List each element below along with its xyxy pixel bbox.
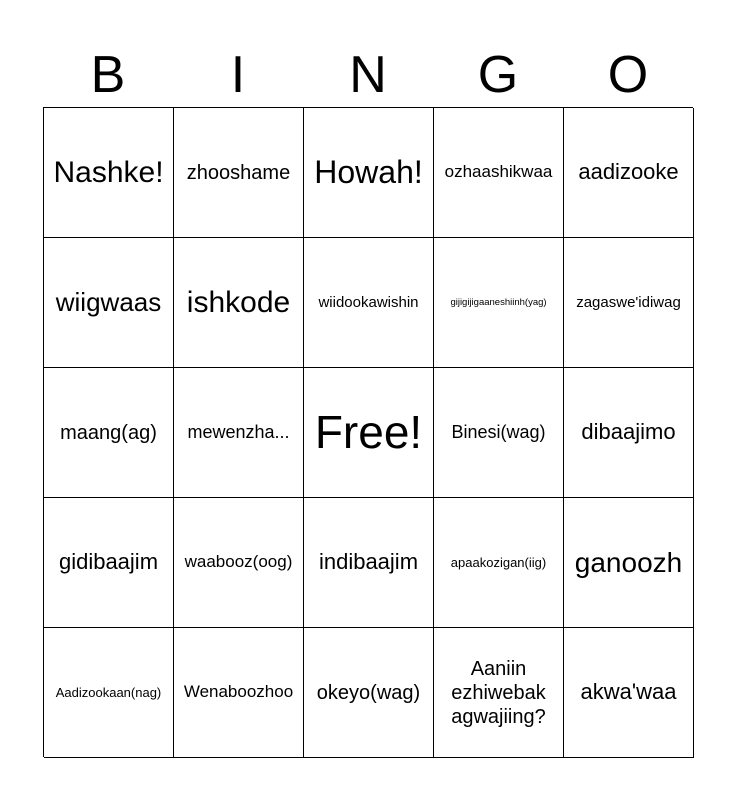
- bingo-cell[interactable]: Aadizookaan(nag): [44, 628, 174, 758]
- bingo-cell[interactable]: okeyo(wag): [304, 628, 434, 758]
- bingo-cell[interactable]: zhooshame: [174, 108, 304, 238]
- free-space-cell[interactable]: Free!: [304, 368, 434, 498]
- bingo-cell[interactable]: akwa'waa: [564, 628, 694, 758]
- header-letter-n: N: [349, 46, 387, 104]
- bingo-cell[interactable]: wiigwaas: [44, 238, 174, 368]
- bingo-cell[interactable]: Binesi(wag): [434, 368, 564, 498]
- bingo-cell[interactable]: gidibaajim: [44, 498, 174, 628]
- bingo-cell[interactable]: aadizooke: [564, 108, 694, 238]
- bingo-cell[interactable]: mewenzha...: [174, 368, 304, 498]
- bingo-cell[interactable]: wiidookawishin: [304, 238, 434, 368]
- header-letter-o: O: [607, 46, 649, 104]
- bingo-cell[interactable]: Nashke!: [44, 108, 174, 238]
- bingo-cell[interactable]: ishkode: [174, 238, 304, 368]
- bingo-cell[interactable]: zagaswe'idiwag: [564, 238, 694, 368]
- header-letter-g: G: [477, 46, 519, 104]
- bingo-board: [43, 107, 693, 757]
- bingo-cell[interactable]: Aaniin ezhiwebak agwajiing?: [434, 628, 564, 758]
- bingo-cell[interactable]: Howah!: [304, 108, 434, 238]
- bingo-cell[interactable]: dibaajimo: [564, 368, 694, 498]
- bingo-header: [43, 44, 693, 106]
- bingo-cell[interactable]: gijigijigaaneshiinh(yag): [434, 238, 564, 368]
- bingo-cell[interactable]: maang(ag): [44, 368, 174, 498]
- header-letter-b: B: [90, 46, 126, 104]
- bingo-cell[interactable]: Wenaboozhoo: [174, 628, 304, 758]
- bingo-cell[interactable]: ganoozh: [564, 498, 694, 628]
- bingo-cell[interactable]: indibaajim: [304, 498, 434, 628]
- header-letter-i: I: [230, 46, 246, 104]
- bingo-cell[interactable]: ozhaashikwaa: [434, 108, 564, 238]
- bingo-cell[interactable]: waabooz(oog): [174, 498, 304, 628]
- bingo-cell[interactable]: apaakozigan(iig): [434, 498, 564, 628]
